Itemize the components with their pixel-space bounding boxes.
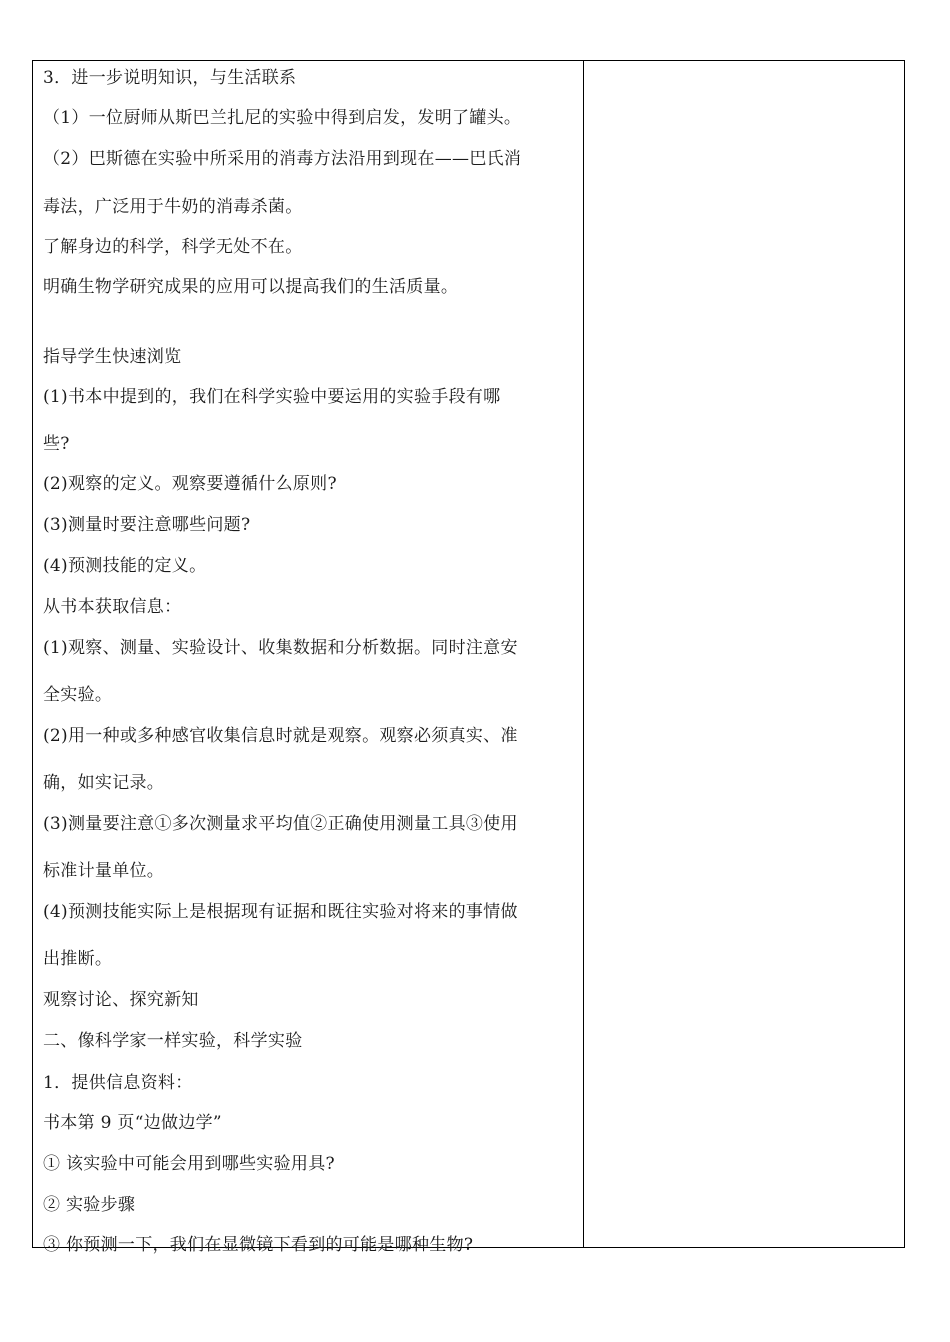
text-line: (3)测量时要注意哪些问题? bbox=[43, 515, 251, 535]
text-line: （1）一位厨师从斯巴兰扎尼的实验中得到启发，发明了罐头。 bbox=[43, 108, 522, 128]
text-line: (1)观察、测量、实验设计、收集数据和分析数据。同时注意安 bbox=[43, 638, 518, 658]
text-line: 些? bbox=[43, 434, 70, 454]
text-line: ① 该实验中可能会用到哪些实验用具? bbox=[43, 1154, 335, 1174]
text-line: ③ 你预测一下，我们在显微镜下看到的可能是哪种生物? bbox=[43, 1235, 474, 1255]
text-line: 确，如实记录。 bbox=[43, 773, 165, 793]
text-line: 毒法，广泛用于牛奶的消毒杀菌。 bbox=[43, 197, 303, 217]
text-line: 指导学生快速浏览 bbox=[43, 347, 182, 367]
text-line: (4)预测技能实际上是根据现有证据和既往实验对将来的事情做 bbox=[43, 902, 518, 922]
text-line: 全实验。 bbox=[43, 685, 113, 705]
text-line: 观察讨论、探究新知 bbox=[43, 990, 199, 1010]
text-line: 1．提供信息资料： bbox=[43, 1073, 193, 1093]
text-line: 出推断。 bbox=[43, 949, 113, 969]
text-line: (3)测量要注意①多次测量求平均值②正确使用测量工具③使用 bbox=[43, 814, 518, 834]
notes-cell bbox=[584, 61, 904, 1247]
text-line: 标准计量单位。 bbox=[43, 861, 165, 881]
text-line: 从书本获取信息： bbox=[43, 597, 182, 617]
teaching-content-cell bbox=[33, 61, 583, 1255]
text-line: ② 实验步骤 bbox=[43, 1195, 136, 1215]
text-line: (1)书本中提到的，我们在科学实验中要运用的实验手段有哪 bbox=[43, 387, 501, 407]
text-line: 二、像科学家一样实验，科学实验 bbox=[43, 1031, 303, 1051]
text-line: （2）巴斯德在实验中所采用的消毒方法沿用到现在——巴氏消 bbox=[43, 149, 522, 169]
lesson-table bbox=[32, 60, 905, 1255]
text-line: (2)用一种或多种感官收集信息时就是观察。观察必须真实、准 bbox=[43, 726, 518, 746]
text-line: (2)观察的定义。观察要遵循什么原则? bbox=[43, 474, 337, 494]
text-line: 明确生物学研究成果的应用可以提高我们的生活质量。 bbox=[43, 277, 459, 297]
text-line: 书本第 9 页“边做边学” bbox=[43, 1113, 222, 1133]
text-line: 了解身边的科学，科学无处不在。 bbox=[43, 237, 303, 257]
text-line: (4)预测技能的定义。 bbox=[43, 556, 207, 576]
text-line: 3．进一步说明知识，与生活联系 bbox=[43, 68, 297, 88]
